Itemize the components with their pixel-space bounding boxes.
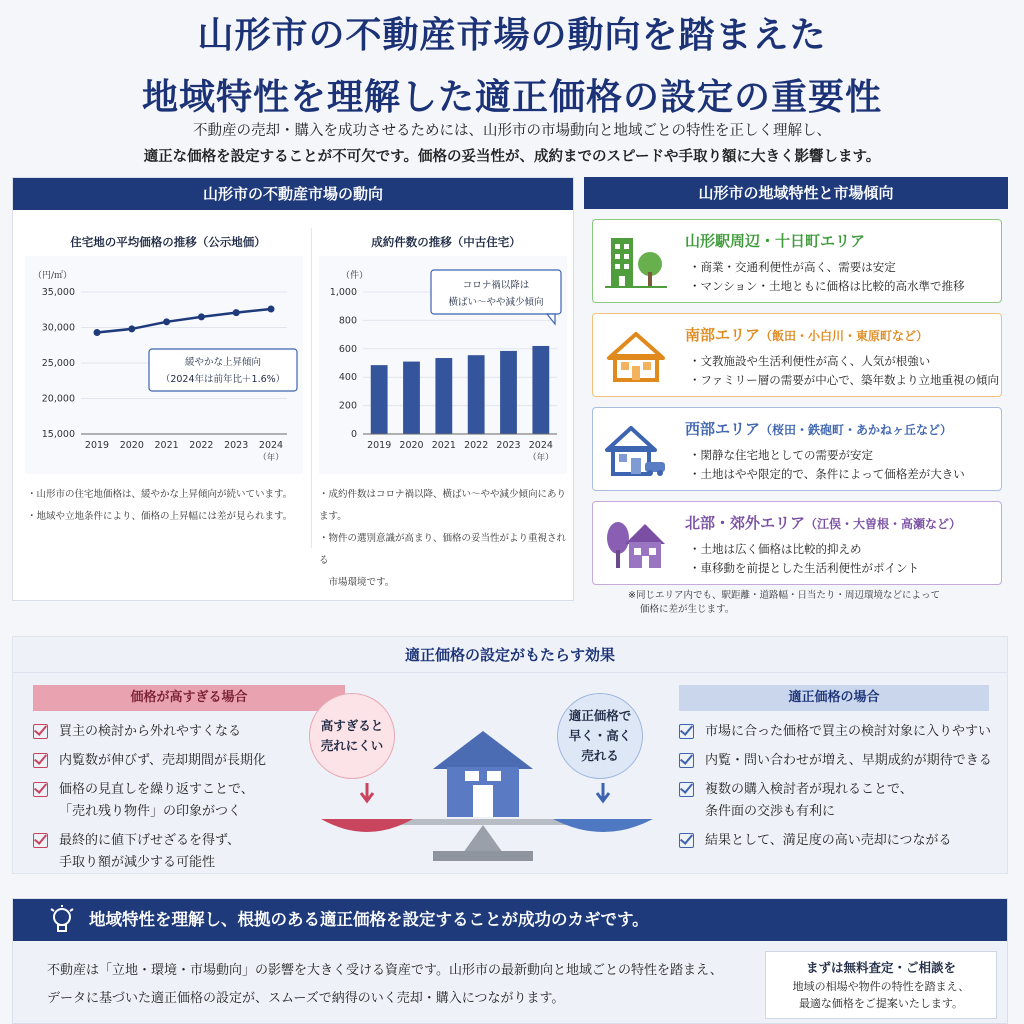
area-points — [689, 352, 999, 390]
fair-price-heading: 適正価格の場合 — [679, 685, 989, 711]
region-panel-heading: 山形市の地域特性と市場傾向 — [584, 177, 1008, 209]
conclusion-line: データに基づいた適正価格の設定が、スムーズで納得のいく売却・購入につながります。 — [47, 991, 565, 1006]
land-notes — [27, 484, 307, 528]
y-tick-label: 600 — [338, 343, 357, 355]
land-price-line-chart — [25, 256, 303, 474]
deals-notes — [319, 484, 571, 594]
deals-note: ・成約件数はコロナ禍以降、横ばい〜やや減少傾向にあります。 — [319, 489, 567, 522]
data-point — [198, 313, 205, 320]
bar — [371, 365, 388, 434]
area-card-station — [592, 219, 1002, 303]
cta-text: 地域の相場や物件の特性を踏まえ、 最適な価格をご提案いたします。 — [792, 980, 970, 1010]
land-note: ・山形市の住宅地価格は、緩やかな上昇傾向が続いています。 — [27, 489, 293, 500]
bar — [532, 346, 549, 434]
area-title-text: 北部・郊外エリア — [685, 514, 806, 532]
area-subtitle: （桜田・鉄砲町・あかねヶ丘など） — [760, 423, 953, 437]
land-chart-title: 住宅地の平均価格の推移（公示地価） — [70, 235, 266, 249]
area-title-text: 西部エリア — [685, 420, 761, 438]
area-title — [685, 324, 928, 345]
region-footnote — [628, 589, 940, 617]
area-points — [689, 540, 919, 578]
area-point: ・ 土地は広く価格は比較的抑えめ — [689, 540, 919, 559]
area-title-text: 山形駅周辺・十日町エリア — [685, 232, 866, 250]
free-appraisal-cta[interactable] — [765, 951, 997, 1019]
data-point — [163, 318, 170, 325]
effect-heading: 適正価格の設定がもたらす効果 — [13, 637, 1007, 673]
footnote-line: 価格に差が生じます。 — [640, 604, 735, 615]
building-tree-icon — [605, 234, 667, 290]
data-point — [94, 329, 101, 336]
cta-title: まずは無料査定・ご相談を — [805, 960, 956, 975]
x-tick-label: 2023 — [496, 440, 521, 451]
high-price-heading: 価格が高すぎる場合 — [33, 685, 345, 711]
conclusion-section — [12, 898, 1008, 1024]
high-price-bubble: 高すぎると 売れにくい — [309, 693, 395, 779]
deals-note: 市場環境です。 — [319, 577, 395, 588]
house-car-icon — [605, 422, 667, 478]
high-price-item: 買主の検討から外れやすくなる — [33, 721, 323, 743]
lightbulb-icon — [49, 905, 75, 935]
area-point: ・ 閑静な住宅地としての需要が安定 — [689, 446, 965, 465]
conclusion-heading-text: 地域特性を理解し、根拠のある適正価格を設定することが成功のカギです。 — [89, 910, 649, 929]
area-subtitle: （飯田・小白川・東原町など） — [760, 329, 929, 343]
area-subtitle: （江俣・大曽根・高瀬など） — [805, 517, 962, 531]
lead-line-1: 不動産の売却・購入を成功させるためには、山形市の市場動向と地域ごとの特性を正しく理解し、 — [193, 123, 831, 139]
x-tick-label: 2020 — [399, 440, 424, 451]
x-tick-label: 2021 — [431, 440, 456, 451]
footnote-line: ※同じエリア内でも、駅距離・道路幅・日当たり・周辺環境などによって — [628, 590, 940, 601]
annotation-pointer — [547, 314, 555, 324]
title-line-1: 山形市の不動産市場の動向を踏まえた — [197, 15, 827, 56]
high-price-item: 価格の見直しを繰り返すことで、 「売れ残り物件」の印象がつく — [33, 779, 323, 823]
area-title — [685, 418, 952, 439]
area-point: ・ ファミリー層の需要が中心で、築年数より立地重視の傾向 — [689, 371, 999, 390]
y-tick-label: 35,000 — [41, 287, 75, 298]
chart-divider — [311, 228, 312, 548]
area-points — [689, 258, 964, 296]
high-price-item: 内覧数が伸びず、売却期間が長期化 — [33, 750, 323, 772]
fair-price-item: 複数の購入検討者が現れることで、 条件面の交渉も有利に — [679, 779, 999, 823]
deals-bar-chart — [319, 256, 567, 474]
x-axis-label: （年） — [528, 453, 554, 463]
x-tick-label: 2024 — [528, 440, 553, 451]
series-line — [97, 309, 271, 332]
high-price-list — [33, 721, 323, 881]
x-tick-label: 2019 — [84, 440, 110, 451]
y-tick-label: 25,000 — [41, 358, 75, 369]
area-title — [685, 512, 961, 533]
market-trend-panel — [12, 177, 574, 601]
annotation-text: コロナ禍以降は — [462, 280, 530, 291]
house-tree-icon — [605, 516, 667, 572]
lead-text — [0, 118, 1024, 170]
house-icon — [605, 328, 667, 384]
data-point — [268, 306, 275, 313]
bar — [435, 358, 452, 434]
y-axis-label: （円/㎡） — [33, 271, 73, 281]
lead-line-2: 適正な価格を設定することが不可欠です。価格の妥当性が、成約までのスピードや手取り額に大きく影響します。 — [143, 149, 881, 165]
annotation-text: 横ばい〜やや減少傾向 — [448, 297, 544, 308]
y-tick-label: 0 — [350, 429, 357, 440]
conclusion-heading — [13, 899, 1007, 941]
deals-note: ・物件の選別意識が高まり、価格の妥当性がより重視される — [319, 533, 567, 566]
deals-chart-title: 成約件数の推移（中古住宅） — [371, 235, 521, 249]
x-tick-label: 2021 — [154, 440, 179, 451]
high-price-item: 最終的に値下げせざるを得ず、 手取り額が減少する可能性 — [33, 830, 323, 874]
fair-price-item: 結果として、満足度の高い売却につながる — [679, 830, 999, 852]
fair-price-item: 市場に合った価格で買主の検討対象に入りやすい — [679, 721, 999, 743]
land-price-chart — [25, 256, 303, 474]
area-card-south — [592, 313, 1002, 397]
area-title — [685, 230, 865, 251]
y-tick-label: 200 — [338, 400, 357, 412]
bar — [403, 362, 420, 434]
conclusion-line: 不動産は「立地・環境・市場動向」の影響を大きく受ける資産です。山形市の最新動向と地域ごとの特性を踏まえ、 — [47, 963, 723, 978]
y-axis-label: （件） — [341, 271, 369, 281]
area-point: ・ 車移動を前提とした生活利便性がポイント — [689, 559, 919, 578]
deals-count-chart — [319, 256, 567, 474]
y-tick-label: 1,000 — [329, 287, 357, 298]
x-axis-label: （年） — [258, 453, 284, 463]
land-note: ・地域や立地条件により、価格の上昇幅には差が見られます。 — [27, 511, 293, 522]
x-tick-label: 2022 — [189, 440, 214, 451]
balance-scale-illustration — [313, 727, 653, 867]
x-tick-label: 2022 — [464, 440, 489, 451]
fair-price-item: 内覧・問い合わせが増え、早期成約が期待できる — [679, 750, 999, 772]
y-tick-label: 30,000 — [41, 322, 75, 334]
fair-price-bubble: 適正価格で 早く・高く 売れる — [557, 693, 643, 779]
annotation-text: （2024年は前年比＋1.6%） — [160, 374, 286, 385]
y-tick-label: 400 — [338, 372, 357, 384]
area-points — [689, 446, 965, 484]
area-card-north — [592, 501, 1002, 585]
bar — [500, 351, 517, 434]
region-panel — [584, 177, 1008, 617]
title-line-2: 地域特性を理解した適正価格の設定の重要性 — [141, 77, 882, 118]
data-point — [128, 325, 135, 332]
area-point: ・ マンション・土地ともに価格は比較的高水準で推移 — [689, 277, 964, 296]
annotation-text: 緩やかな上昇傾向 — [184, 357, 262, 368]
x-tick-label: 2020 — [119, 440, 144, 451]
y-tick-label: 15,000 — [41, 429, 75, 440]
x-tick-label: 2019 — [367, 440, 392, 451]
area-point: ・ 商業・交通利便性が高く、需要は安定 — [689, 258, 964, 277]
area-card-west — [592, 407, 1002, 491]
area-title-text: 南部エリア — [685, 326, 761, 344]
area-point: ・ 文教施設や生活利便性が高く、人気が根強い — [689, 352, 999, 371]
page-title — [0, 12, 1024, 122]
bar — [468, 355, 485, 434]
y-tick-label: 800 — [338, 315, 357, 327]
x-tick-label: 2023 — [224, 440, 249, 451]
fair-price-list — [679, 721, 999, 859]
data-point — [233, 309, 240, 316]
y-tick-label: 20,000 — [41, 393, 75, 405]
conclusion-body — [47, 957, 723, 1013]
area-point: ・ 土地はやや限定的で、条件によって価格差が大きい — [689, 465, 965, 484]
price-effect-section — [12, 636, 1008, 874]
x-tick-label: 2024 — [258, 440, 284, 451]
market-panel-heading: 山形市の不動産市場の動向 — [13, 178, 573, 210]
